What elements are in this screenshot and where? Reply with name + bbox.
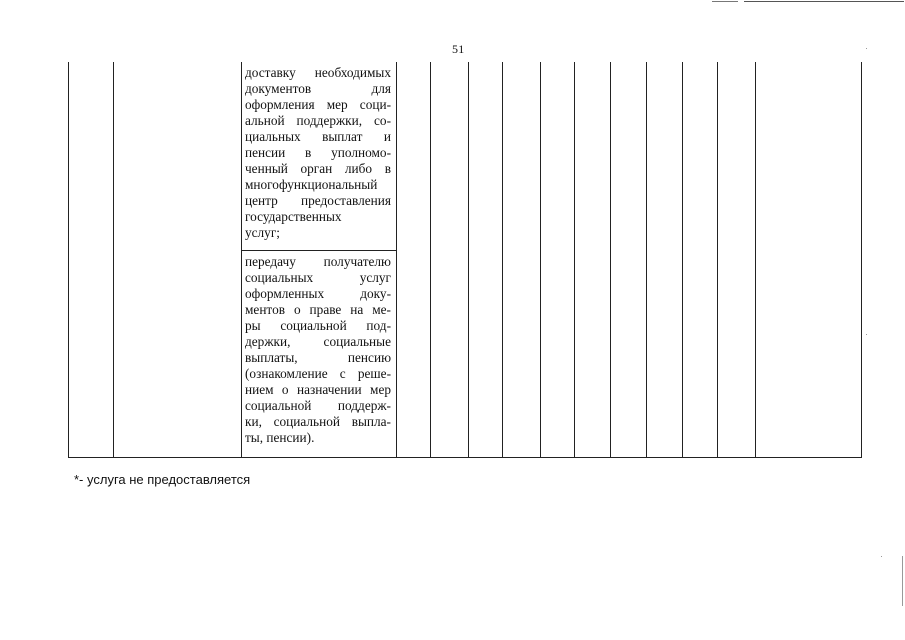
text-line: социальных услуг	[245, 270, 391, 285]
column-border	[113, 62, 114, 457]
scan-speck	[866, 48, 867, 49]
text-line: ты, пенсии).	[245, 430, 315, 445]
text-line: (ознакомление с реше-	[245, 366, 391, 381]
text-line: выплаты, пенсию	[245, 350, 391, 365]
text-line: государственных	[245, 209, 342, 224]
scan-speck	[881, 556, 882, 557]
scan-edge-mark	[902, 556, 903, 606]
table-continuation	[68, 62, 862, 458]
text-line: передачу получателю	[245, 254, 391, 269]
column-border	[502, 62, 503, 457]
text-line: доставку необходимых	[245, 65, 391, 80]
top-rule-short	[712, 1, 738, 2]
scan-speck	[866, 334, 867, 335]
text-line: ки, социальной выпла-	[245, 414, 391, 429]
column-border	[540, 62, 541, 457]
column-border	[574, 62, 575, 457]
text-line: держки, социальные	[245, 334, 391, 349]
column-border	[610, 62, 611, 457]
service-cell-delivery	[245, 65, 391, 241]
top-rule-long	[744, 1, 904, 2]
column-border	[396, 62, 397, 457]
column-border	[241, 62, 242, 457]
text-line: ры социальной под-	[245, 318, 391, 333]
text-line: циальных выплат и	[245, 129, 391, 144]
column-border	[755, 62, 756, 457]
text-line: нием о назначении мер	[245, 382, 391, 397]
text-line: оформления мер соци-	[245, 97, 391, 112]
text-line: ченный орган либо в	[245, 161, 391, 176]
column-border	[682, 62, 683, 457]
text-line: услуг;	[245, 225, 280, 240]
text-line: альной поддержки, со-	[245, 113, 391, 128]
text-line: документов для	[245, 81, 391, 96]
column-border	[717, 62, 718, 457]
text-line: социальной поддерж-	[245, 398, 391, 413]
cell-divider	[241, 250, 396, 251]
column-border	[646, 62, 647, 457]
page-number: 51	[452, 42, 465, 56]
column-border	[430, 62, 431, 457]
text-line: пенсии в уполномо-	[245, 145, 391, 160]
text-line: многофункциональный	[245, 177, 378, 192]
footnote: *- услуга не предоставляется	[74, 472, 251, 487]
column-border	[468, 62, 469, 457]
text-line: центр предоставления	[245, 193, 391, 208]
text-line: ментов о праве на ме-	[245, 302, 391, 317]
text-line: оформленных доку-	[245, 286, 391, 301]
service-cell-transfer	[245, 254, 391, 446]
